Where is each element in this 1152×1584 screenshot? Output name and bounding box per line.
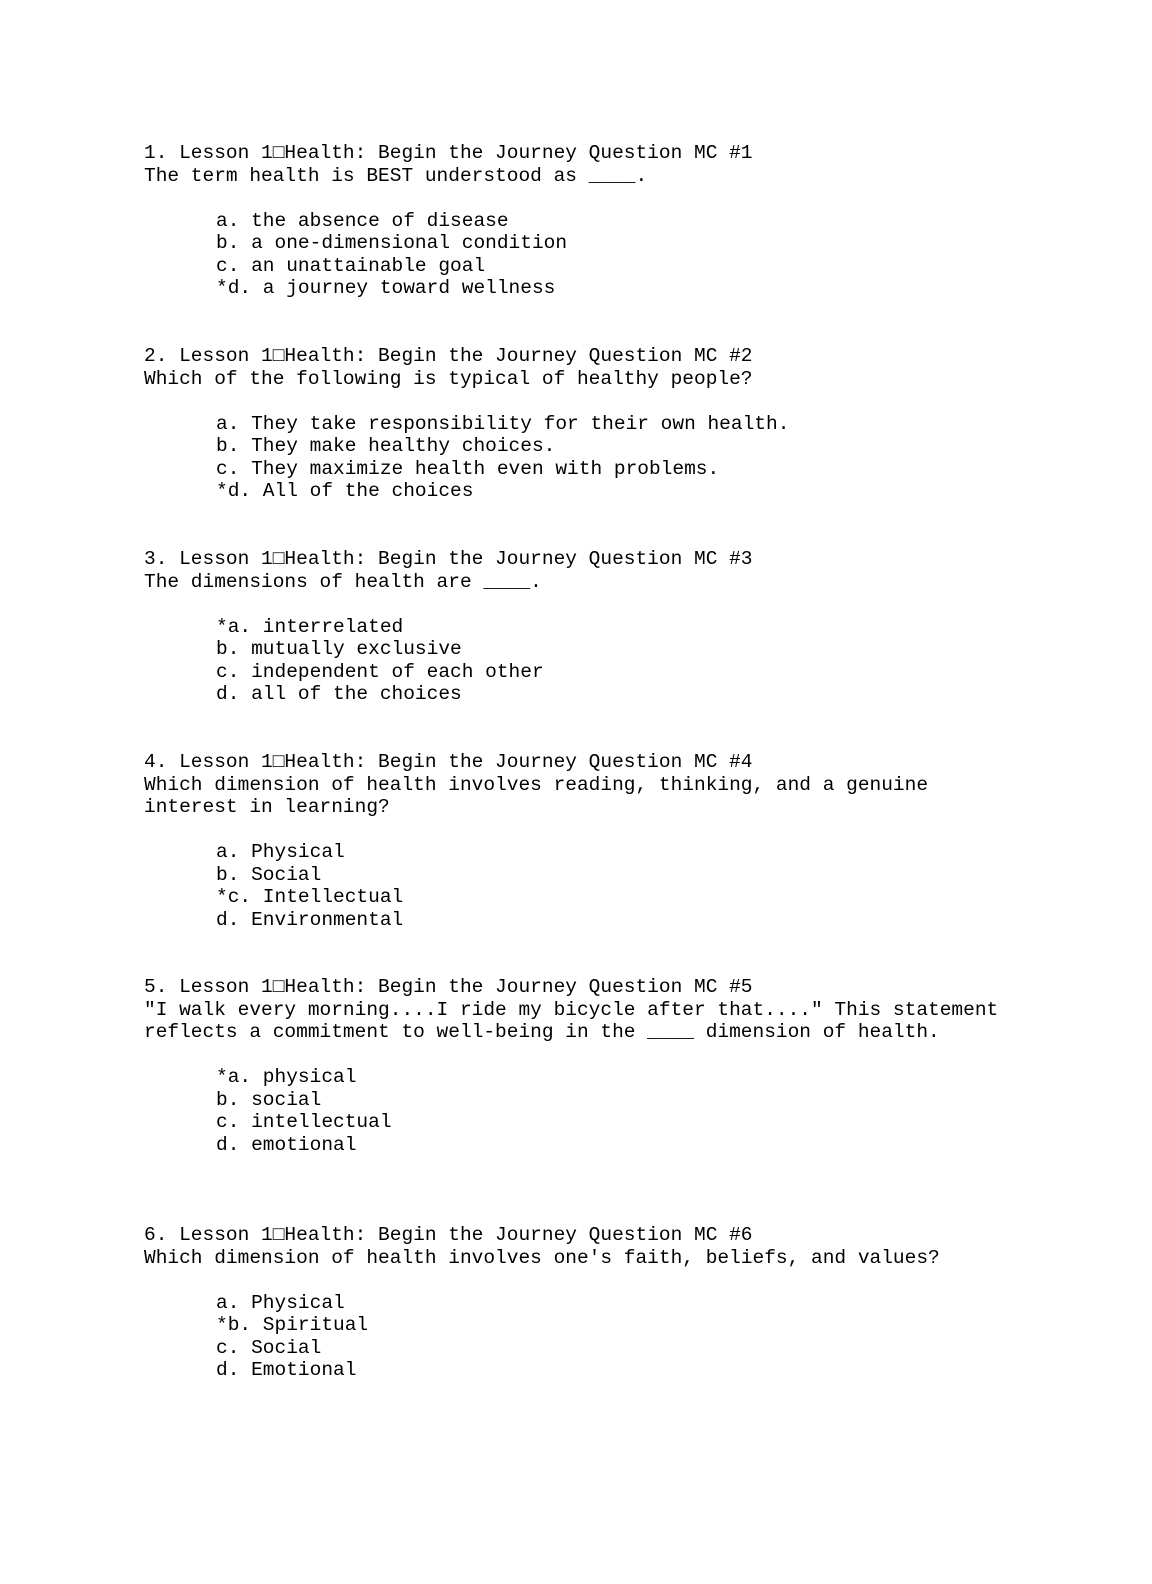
question-2 xyxy=(144,345,1024,503)
answer-choice: b. mutually exclusive xyxy=(216,638,462,660)
answer-choice: b. They make healthy choices. xyxy=(216,435,556,457)
answer-choice: d. Environmental xyxy=(216,908,404,931)
answer-choice: a. the absence of disease xyxy=(216,209,509,232)
question-1 xyxy=(144,142,1024,300)
question-header: 5. Lesson 1□Health: Begin the Journey Question MC #5 xyxy=(144,976,753,998)
answer-choice: b. Social xyxy=(216,863,322,886)
answer-choices xyxy=(144,841,1024,931)
answer-choice: *d. a journey toward wellness xyxy=(216,277,556,299)
answer-choice: c. independent of each other xyxy=(216,660,544,683)
question-3 xyxy=(144,548,1024,706)
question-stem: The term health is BEST understood as ____. xyxy=(144,164,648,187)
answer-choice: d. all of the choices xyxy=(216,683,462,705)
question-stem: The dimensions of health are ____. xyxy=(144,570,542,593)
answer-choices xyxy=(144,210,1024,300)
answer-choice: c. They maximize health even with problems. xyxy=(216,457,720,480)
answer-choices xyxy=(144,616,1024,706)
answer-choice: a. They take responsibility for their own health. xyxy=(216,412,790,435)
question-header: 1. Lesson 1□Health: Begin the Journey Question MC #1 xyxy=(144,142,753,164)
question-stem: "I walk every morning....I ride my bicycle after that...." This statement reflects a commitment to well-being in the ____ dimension of health. xyxy=(144,998,1010,1043)
answer-choice: d. emotional xyxy=(216,1133,357,1156)
question-header: 3. Lesson 1□Health: Begin the Journey Question MC #3 xyxy=(144,548,753,570)
answer-choice: *a. interrelated xyxy=(216,615,404,638)
question-stem: Which dimension of health involves reading, thinking, and a genuine interest in learning? xyxy=(144,773,940,818)
question-6 xyxy=(144,1224,1024,1382)
answer-choice: *c. Intellectual xyxy=(216,886,404,908)
answer-choice: *d. All of the choices xyxy=(216,480,474,502)
question-stem: Which dimension of health involves one's faith, beliefs, and values? xyxy=(144,1246,940,1269)
answer-choice: c. an unattainable goal xyxy=(216,254,486,277)
answer-choice: c. Social xyxy=(216,1336,322,1359)
answer-choices xyxy=(144,413,1024,503)
answer-choice: a. Physical xyxy=(216,841,345,863)
question-header: 2. Lesson 1□Health: Begin the Journey Question MC #2 xyxy=(144,345,753,367)
answer-choice: c. intellectual xyxy=(216,1111,392,1133)
question-5 xyxy=(144,976,1024,1156)
question-stem: Which of the following is typical of healthy people? xyxy=(144,367,753,390)
answer-choice: *b. Spiritual xyxy=(216,1314,369,1336)
question-4 xyxy=(144,751,1024,931)
answer-choice: b. social xyxy=(216,1088,322,1111)
answer-choices xyxy=(144,1066,1024,1156)
answer-choice: d. Emotional xyxy=(216,1359,357,1381)
question-header: 6. Lesson 1□Health: Begin the Journey Question MC #6 xyxy=(144,1224,753,1246)
answer-choice: a. Physical xyxy=(216,1291,345,1314)
answer-choice: *a. physical xyxy=(216,1066,357,1088)
answer-choice: b. a one-dimensional condition xyxy=(216,232,568,254)
question-header: 4. Lesson 1□Health: Begin the Journey Question MC #4 xyxy=(144,751,753,773)
answer-choices xyxy=(144,1292,1024,1382)
